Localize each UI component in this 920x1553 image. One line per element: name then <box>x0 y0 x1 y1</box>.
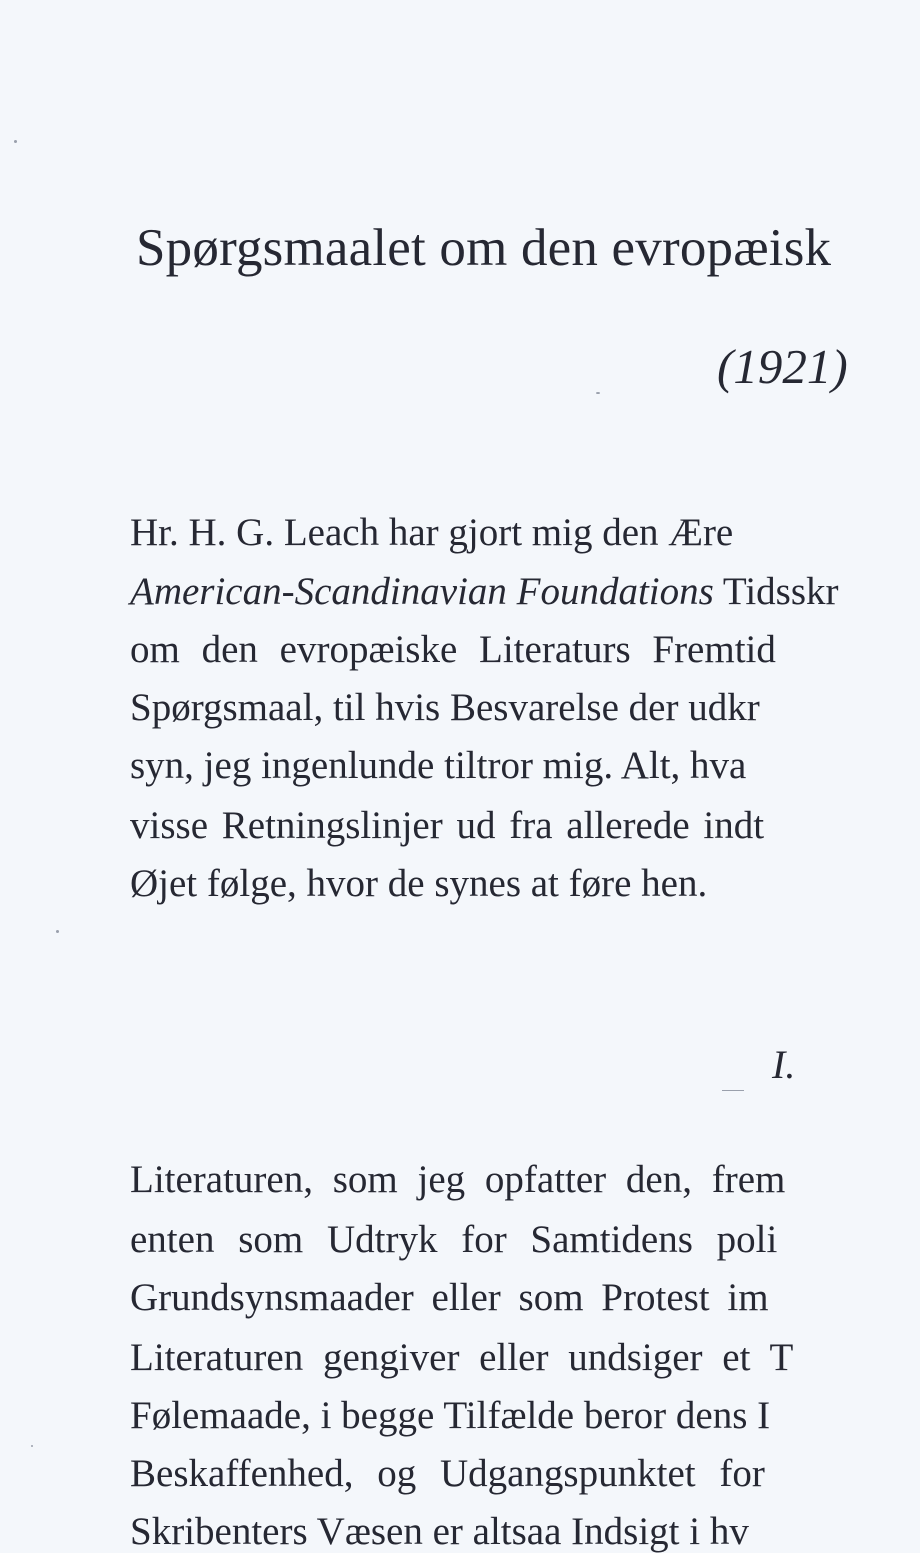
intro-line: Spørgsmaal, til hvis Besvarelse der udkr <box>130 686 760 729</box>
scan-speck <box>596 392 600 394</box>
body-line: Literaturen, som jeg opfatter den, frem <box>130 1158 786 1201</box>
intro-line: Øjet følge, hvor de synes at føre hen. <box>130 862 708 905</box>
body-line: Beskaffenhed, og Udgangspunktet for <box>130 1452 765 1495</box>
chapter-year: (1921) <box>717 339 848 394</box>
section-number: I. <box>772 1042 796 1087</box>
body-line: enten som Udtryk for Samtidens poli <box>130 1218 778 1261</box>
body-line: Skribenters Væsen er altsaa Indsigt i hv <box>130 1510 749 1553</box>
scan-speck <box>14 140 17 143</box>
intro-line: om den evropæiske Literaturs Fremtid <box>130 628 776 671</box>
body-line: Følemaade, i begge Tilfælde beror dens I <box>130 1394 771 1437</box>
intro-line: visse Retningslinjer ud fra allerede indt <box>130 804 765 847</box>
scan-speck <box>722 1090 744 1091</box>
body-line: Grundsynsmaader eller som Protest im <box>130 1276 769 1319</box>
scan-speck <box>56 930 59 933</box>
intro-line: Hr. H. G. Leach har gjort mig den Ære <box>130 511 734 554</box>
intro-line: American-Scandinavian Foundations Tidsskr <box>130 570 839 613</box>
chapter-title: Spørgsmaalet om den evropæisk <box>136 219 832 277</box>
intro-line: syn, jeg ingenlunde tiltror mig. Alt, hva <box>130 744 747 787</box>
scan-speck <box>31 1445 33 1447</box>
body-line: Literaturen gengiver eller undsiger et T <box>130 1336 794 1379</box>
foundation-name: American-Scandinavian Foundations <box>130 570 714 613</box>
